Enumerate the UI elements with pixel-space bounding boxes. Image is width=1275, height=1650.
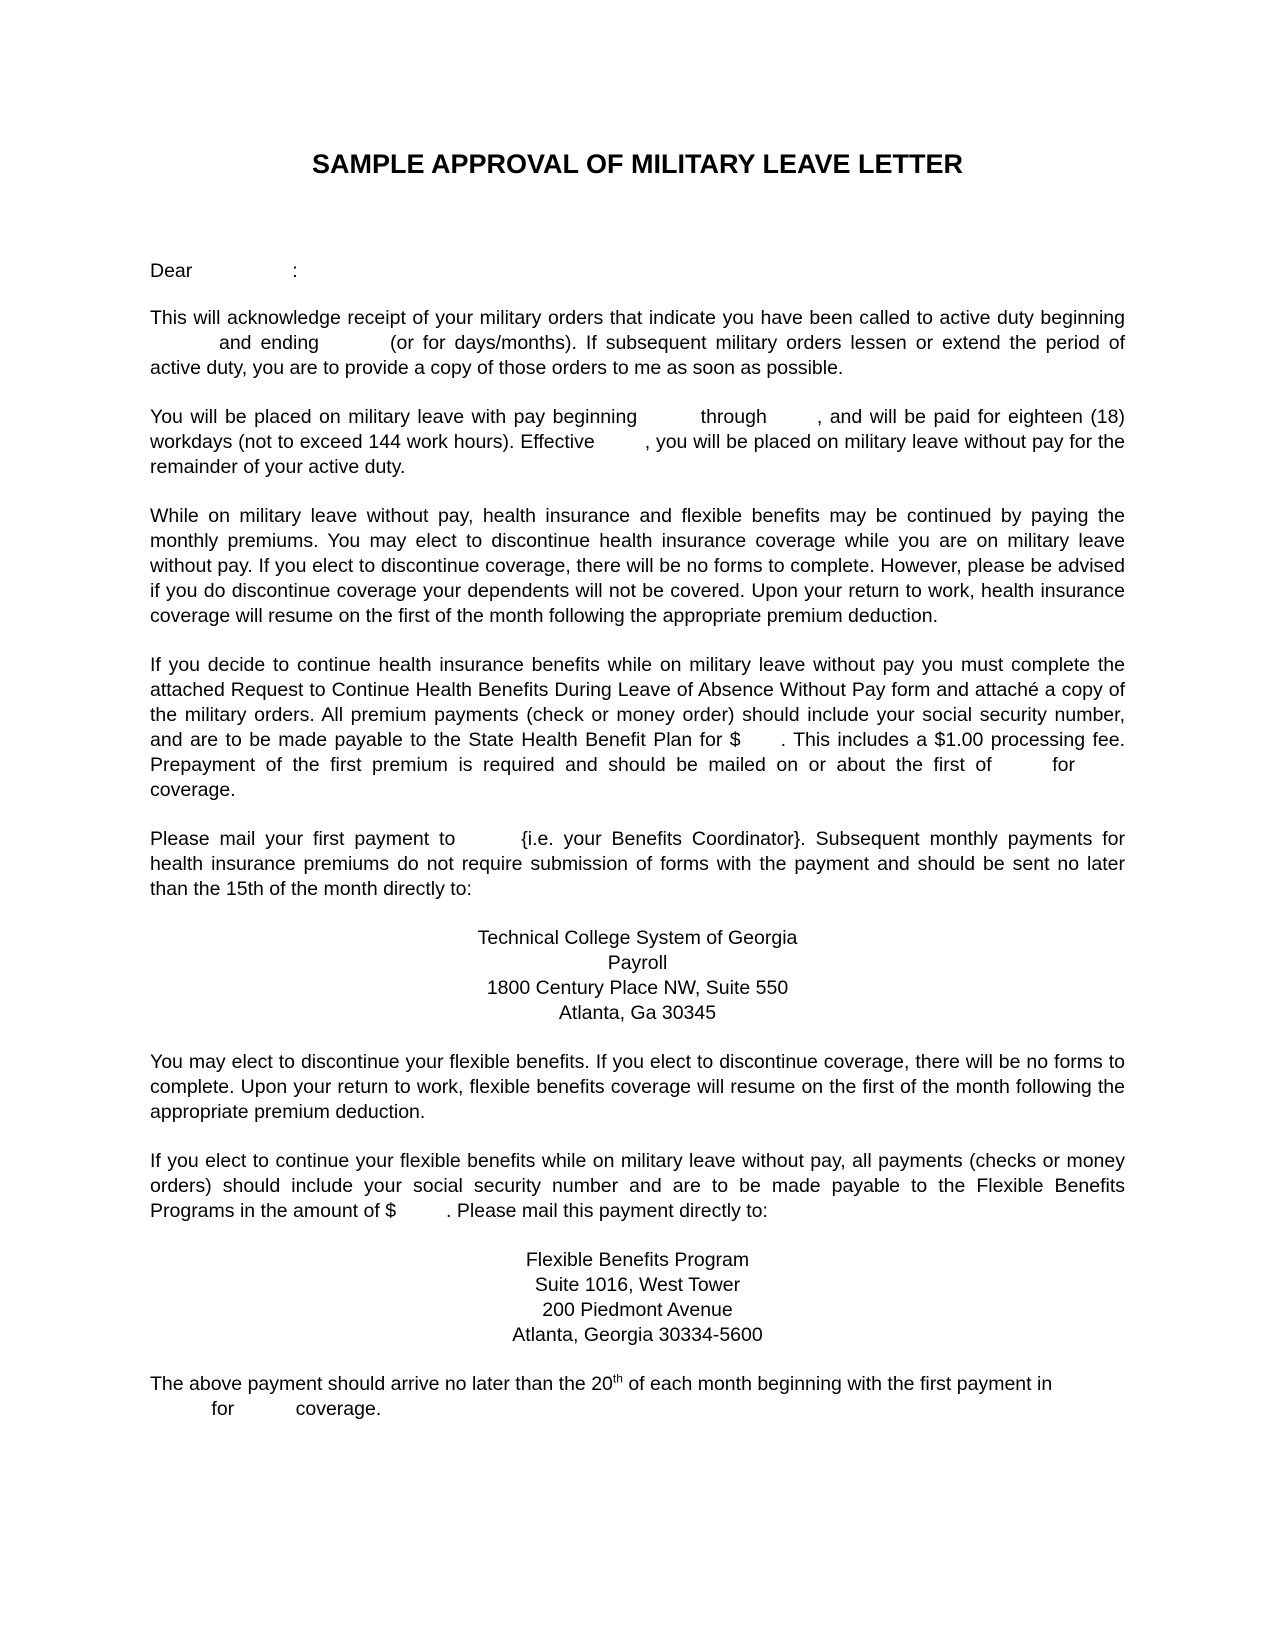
paragraph-continue-health: [150, 653, 1125, 803]
address-line: Suite 1016, West Tower: [534, 1274, 741, 1296]
p8-text-b: of each month beginning with the first payment in: [628, 1373, 1053, 1395]
paragraph-leave-with-pay: [150, 405, 1125, 480]
p7-text-b: . Please mail this payment directly to:: [446, 1200, 768, 1222]
salutation: [150, 259, 298, 284]
p7-text-a: If you elect to continue your flexible benefits while on military leave without pay, all payments (checks or money orders) should include your social security number and are to be made payable to the Flexible Benefits Programs in the amount of $: [150, 1150, 1125, 1222]
p8-text-c: for: [211, 1398, 235, 1420]
paragraph-flexible-continue: [150, 1149, 1125, 1224]
p5-text-a: Please mail your first payment to: [150, 828, 456, 850]
salutation-colon: :: [292, 260, 298, 282]
p8-text-a: The above payment should arrive no later than the 20: [150, 1373, 613, 1395]
address-line: 200 Piedmont Avenue: [542, 1299, 733, 1321]
address-line: Technical College System of Georgia: [477, 927, 798, 949]
address-line: Flexible Benefits Program: [525, 1249, 750, 1271]
paragraph-payment-deadline: [150, 1372, 1125, 1422]
address-line: Payroll: [607, 952, 668, 974]
p4-text-d: coverage.: [150, 779, 236, 801]
page-title: SAMPLE APPROVAL OF MILITARY LEAVE LETTER: [311, 149, 964, 179]
flexible-benefits-address: [150, 1248, 1125, 1348]
address-line: Atlanta, Ga 30345: [558, 1002, 717, 1024]
p2-text-d: , you will be placed on military leave without pay for the remainder of your active duty.: [150, 431, 1125, 478]
p1-text-b: and ending: [218, 332, 320, 354]
p8-text-d: coverage.: [295, 1398, 382, 1420]
p1-text-a: This will acknowledge receipt of your military orders that indicate you have been called to active duty beginning: [150, 307, 1125, 329]
letter-body: [150, 306, 1125, 1446]
salutation-dear: Dear: [150, 260, 193, 282]
payroll-address: [150, 926, 1125, 1026]
p2-text-c: , and will be paid for eighteen (18) workdays (not to exceed 144 work hours). Effective: [150, 406, 1125, 453]
paragraph-flexible-discontinue: You may elect to discontinue your flexible benefits. If you elect to discontinue coverage, there will be no forms to complete. Upon your return to work, flexible benefits coverage will resume on the first of the month following the appropriate premium deduction.: [150, 1051, 1125, 1123]
p2-text-b: through: [700, 406, 767, 428]
p4-text-a: If you decide to continue health insurance benefits while on military leave without pay you must complete the attached Request to Continue Health Benefits During Leave of Absence Without Pay form and attaché a copy of the military orders. All premium payments (check or money order) should include your social security number, and are to be made payable to the State Health Benefit Plan for $: [150, 654, 1125, 751]
address-line: 1800 Century Place NW, Suite 550: [486, 977, 789, 999]
address-line: Atlanta, Georgia 30334-5600: [512, 1324, 763, 1346]
p2-text-a: You will be placed on military leave with pay beginning: [150, 406, 638, 428]
ordinal-suffix: th: [612, 1371, 623, 1386]
paragraph-mail-payment: [150, 827, 1125, 902]
p5-text-b: {i.e. your Benefits Coordinator}. Subsequent monthly payments for health insurance premiums do not require submission of forms with the payment and should be sent no later than the 15th of the month directly to:: [150, 828, 1126, 900]
p4-text-c: for: [1052, 754, 1075, 776]
paragraph-acknowledge: [150, 306, 1125, 381]
p1-text-c: (or for days/months). If subsequent military orders lessen or extend the period of active duty, you are to provide a copy of those orders to me as soon as possible.: [150, 332, 1126, 379]
paragraph-health-insurance: While on military leave without pay, health insurance and flexible benefits may be continued by paying the monthly premiums. You may elect to discontinue health insurance coverage while you are on military leave without pay. If you elect to discontinue coverage, there will be no forms to complete. However, please be advised if you do discontinue coverage your dependents will not be covered. Upon your return to work, health insurance coverage will resume on the first of the month following the appropriate premium deduction.: [150, 505, 1125, 627]
p4-text-b: . This includes a $1.00 processing fee. Prepayment of the first premium is required and should be mailed on or about the first of: [150, 729, 1125, 776]
